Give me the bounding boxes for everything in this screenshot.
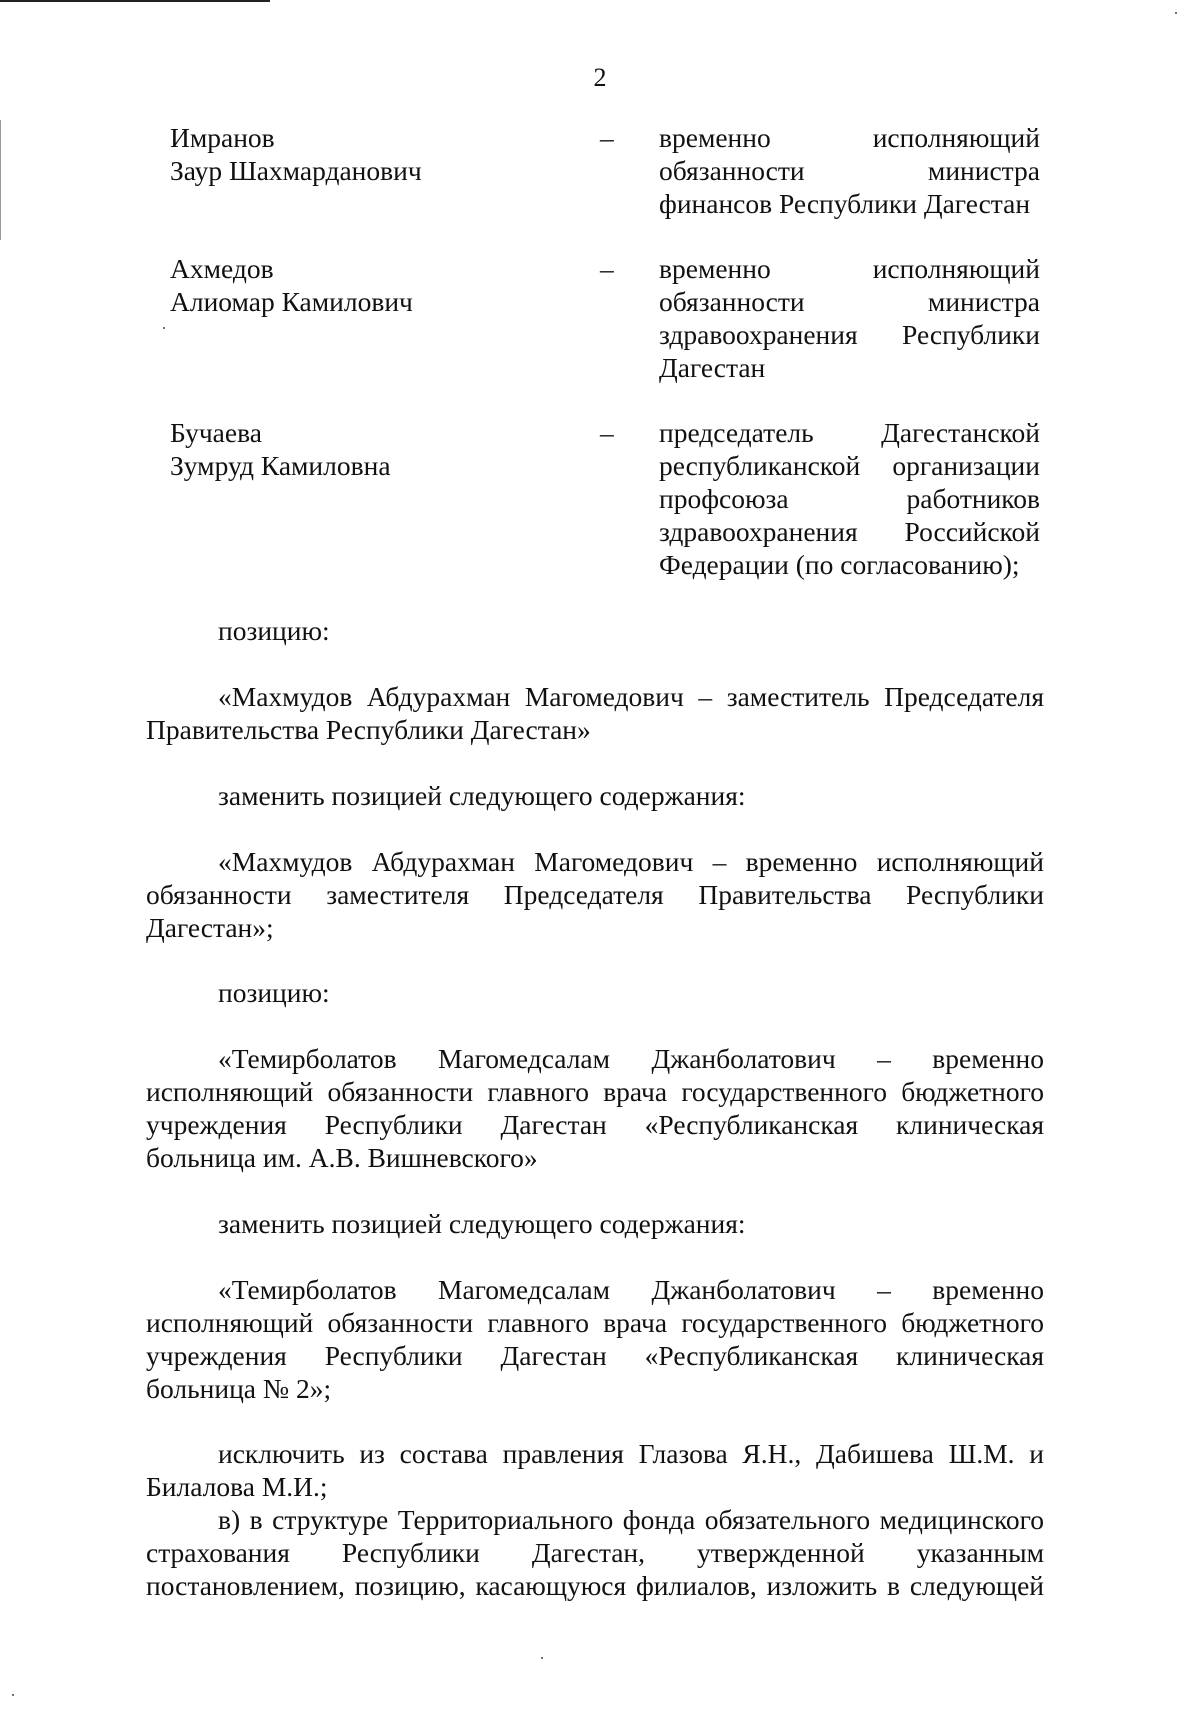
paragraph <box>146 845 1044 944</box>
scan-edge-left <box>0 120 1 240</box>
surname: Бучаева <box>170 417 262 448</box>
given-name: Алиомар Камилович <box>170 286 413 317</box>
paragraph-line: «Темирболатов Магомедсалам Джанболатович – временно <box>218 1043 1044 1074</box>
scan-dot <box>12 1694 14 1696</box>
paragraph-line: учреждения Республики Дагестан «Республиканская клиническая <box>146 1109 1044 1140</box>
paragraph <box>146 976 1044 1009</box>
paragraph-line: больница № 2»; <box>146 1373 332 1404</box>
scan-dot <box>163 327 165 329</box>
dash: – <box>600 253 614 284</box>
given-name: Зумруд Камиловна <box>170 450 391 481</box>
scan-dot <box>1175 12 1177 14</box>
role-line: временно исполняющий <box>659 122 1040 153</box>
role-line: Федерации (по согласованию); <box>659 549 1020 580</box>
surname: Ахмедов <box>170 253 274 284</box>
role-line: председатель Дагестанской <box>659 417 1040 448</box>
paragraph <box>146 614 1044 647</box>
member-role <box>659 121 1040 220</box>
role-line: временно исполняющий <box>659 253 1040 284</box>
role-line: Дагестан <box>659 352 766 383</box>
role-line: обязанности министра <box>659 286 1040 317</box>
role-line: здравоохранения Российской <box>659 516 1040 547</box>
surname: Имранов <box>170 122 275 153</box>
paragraph-line: исполняющий обязанности главного врача государственного бюджетного <box>146 1076 1044 1107</box>
member-name <box>170 252 570 318</box>
paragraph-line: исполняющий обязанности главного врача государственного бюджетного <box>146 1307 1044 1338</box>
paragraph-line: позицию: <box>218 615 330 646</box>
paragraph-line: Дагестан»; <box>146 912 274 943</box>
scan-edge-top <box>0 0 270 2</box>
paragraph-line: «Темирболатов Магомедсалам Джанболатович – временно <box>218 1274 1044 1305</box>
member-name <box>170 416 570 482</box>
paragraph <box>146 1273 1044 1405</box>
paragraph-line: позицию: <box>218 977 330 1008</box>
paragraph-line: Правительства Республики Дагестан» <box>146 714 591 745</box>
dash: – <box>600 122 614 153</box>
paragraph-line: обязанности заместителя Председателя Правительства Республики <box>146 879 1044 910</box>
paragraph-line: Билалова М.И.; <box>146 1471 328 1502</box>
paragraph <box>146 1207 1044 1240</box>
paragraph-line: заменить позицией следующего содержания: <box>218 1208 746 1239</box>
member-role <box>659 416 1040 581</box>
given-name: Заур Шахмарданович <box>170 155 422 186</box>
member-name <box>170 121 570 187</box>
paragraph-line: «Махмудов Абдурахман Магомедович – заместитель Председателя <box>218 681 1044 712</box>
paragraph-line: страхования Республики Дагестан, утвержденной указанным <box>146 1537 1044 1568</box>
paragraph-line: исключить из состава правления Глазова Я.Н., Дабишева Ш.М. и <box>218 1438 1044 1469</box>
paragraph-line: заменить позицией следующего содержания: <box>218 780 746 811</box>
paragraph-line: в) в структуре Территориального фонда обязательного медицинского <box>218 1504 1044 1535</box>
paragraph <box>146 680 1044 746</box>
paragraph <box>146 1503 1044 1602</box>
role-line: финансов Республики Дагестан <box>659 188 1031 219</box>
paragraph-line: «Махмудов Абдурахман Магомедович – временно исполняющий <box>218 846 1044 877</box>
paragraph <box>146 1042 1044 1174</box>
paragraph-line: учреждения Республики Дагестан «Республиканская клиническая <box>146 1340 1044 1371</box>
role-line: республиканской организации <box>659 450 1040 481</box>
paragraph <box>146 779 1044 812</box>
page-number: 2 <box>593 63 607 92</box>
role-line: здравоохранения Республики <box>659 319 1040 350</box>
dash: – <box>600 417 614 448</box>
role-line: обязанности министра <box>659 155 1040 186</box>
paragraph-line: больница им. А.В. Вишневского» <box>146 1142 538 1173</box>
paragraph <box>146 1437 1044 1503</box>
paragraph-line: постановлением, позицию, касающуюся филиалов, изложить в следующей <box>146 1570 1044 1601</box>
scan-dot <box>541 1657 543 1659</box>
role-line: профсоюза работников <box>659 483 1040 514</box>
member-role <box>659 252 1040 384</box>
